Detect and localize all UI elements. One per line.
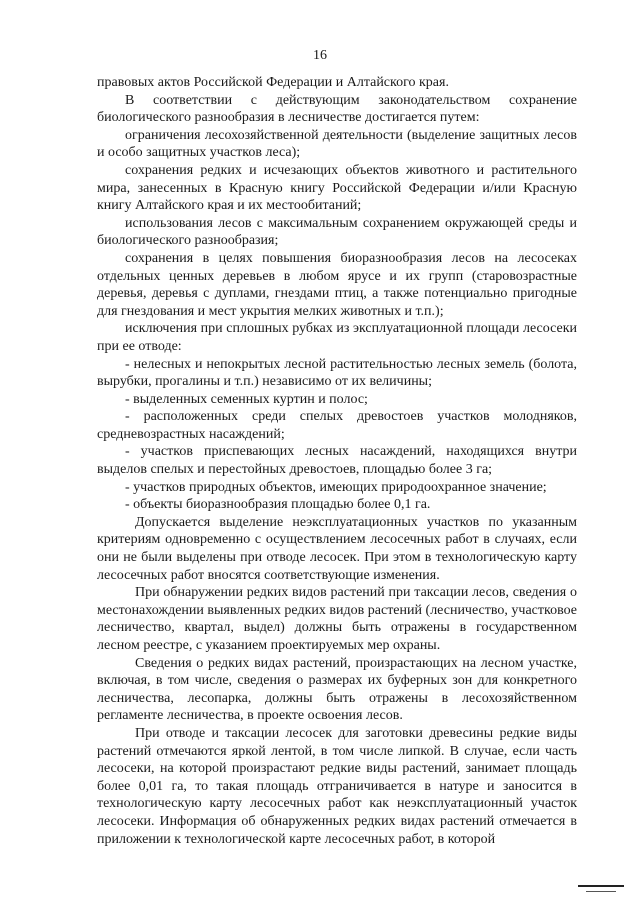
paragraph: исключения при сплошных рубках из эксплуатационной площади лесосеки при ее отводе:	[97, 321, 577, 354]
paragraph: ограничения лесохозяйственной деятельности (выделение защитных лесов и особо защитных участков леса);	[97, 127, 577, 161]
list-item: - участков приспевающих лесных насаждений, находящихся внутри выделов спелых и перестойных древостоев, площадью более 3 га;	[97, 444, 577, 478]
page-number: 16	[313, 48, 327, 63]
footer-rule	[578, 885, 624, 887]
paragraph: Допускается выделение неэксплуатационных участков по указанным критериям одновременно с осуществлением лесосечных работ в случаях, если они не были выделены при отводе лесосек. При этом в технологическую карту лесосечных работ вносятся соответствующие изменения.	[97, 514, 577, 583]
paragraph: В соответствии с действующим законодательством сохранение биологического разнообразия в лесничестве достигается путем:	[97, 92, 577, 126]
paragraph: При обнаружении редких видов растений при таксации лесов, сведения о местонахождении выявленных редких видов растений (лесничество, участковое лесничество, квартал, выдел) должны быть отражены в государственном лесном реестре, с указанием проектируемых мер охраны.	[97, 585, 577, 653]
list-item: - расположенных среди спелых древостоев участков молодняков, средневозрастных насаждений;	[97, 409, 577, 442]
paragraph: Сведения о редких видах растений, произрастающих на лесном участке, включая, в том числе, сведения о размерах их буферных зон для конкретного лесничества, лесопарка, должны быть отражены в лесохозяйственном регламенте лесничества, в проекте освоения лесов.	[97, 655, 577, 724]
footer-rule-short	[586, 891, 616, 892]
paragraph: использования лесов с максимальным сохранением окружающей среды и биологического разнообразия;	[97, 215, 577, 249]
paragraph: При отводе и таксации лесосек для заготовки древесины редкие виды растений отмечаются яркой лентой, в том числе липкой. В случае, если часть лесосеки, на которой произрастают редкие виды растений, занимает площадь более 0,01 га, то такая площадь отграничивается в натуре и заносится в технологическую карту лесосечных работ как неэксплуатационный участок лесосеки. Информация об обнаруженных редких видах растений отмечается в приложении к технологической карте лесосечных работ, в которой	[97, 725, 577, 847]
list-item: - выделенных семенных куртин и полос;	[125, 391, 368, 407]
list-item: - участков природных объектов, имеющих природоохранное значение;	[125, 479, 547, 495]
paragraph: сохранения редких и исчезающих объектов животного и растительного мира, занесенных в Красную книгу Российской Федерации и/или Красную книгу Алтайского края и их местообитаний;	[97, 162, 577, 214]
list-item: - нелесных и непокрытых лесной растительностью лесных земель (болота, вырубки, прогалины и т.п.) независимо от их величины;	[97, 356, 577, 390]
paragraph: сохранения в целях повышения биоразнообразия лесов на лесосеках отдельных ценных деревьев в любом ярусе и их групп (старовозрастные деревья, деревья с дуплами, гнездами птиц, а также потенциально пригодные для гнездования и мест укрытия мелких животных и т.п.);	[97, 250, 577, 319]
paragraph: правовых актов Российской Федерации и Алтайского края.	[97, 75, 449, 90]
document-body	[97, 74, 577, 848]
list-item: - объекты биоразнообразия площадью более 0,1 га.	[125, 497, 431, 513]
